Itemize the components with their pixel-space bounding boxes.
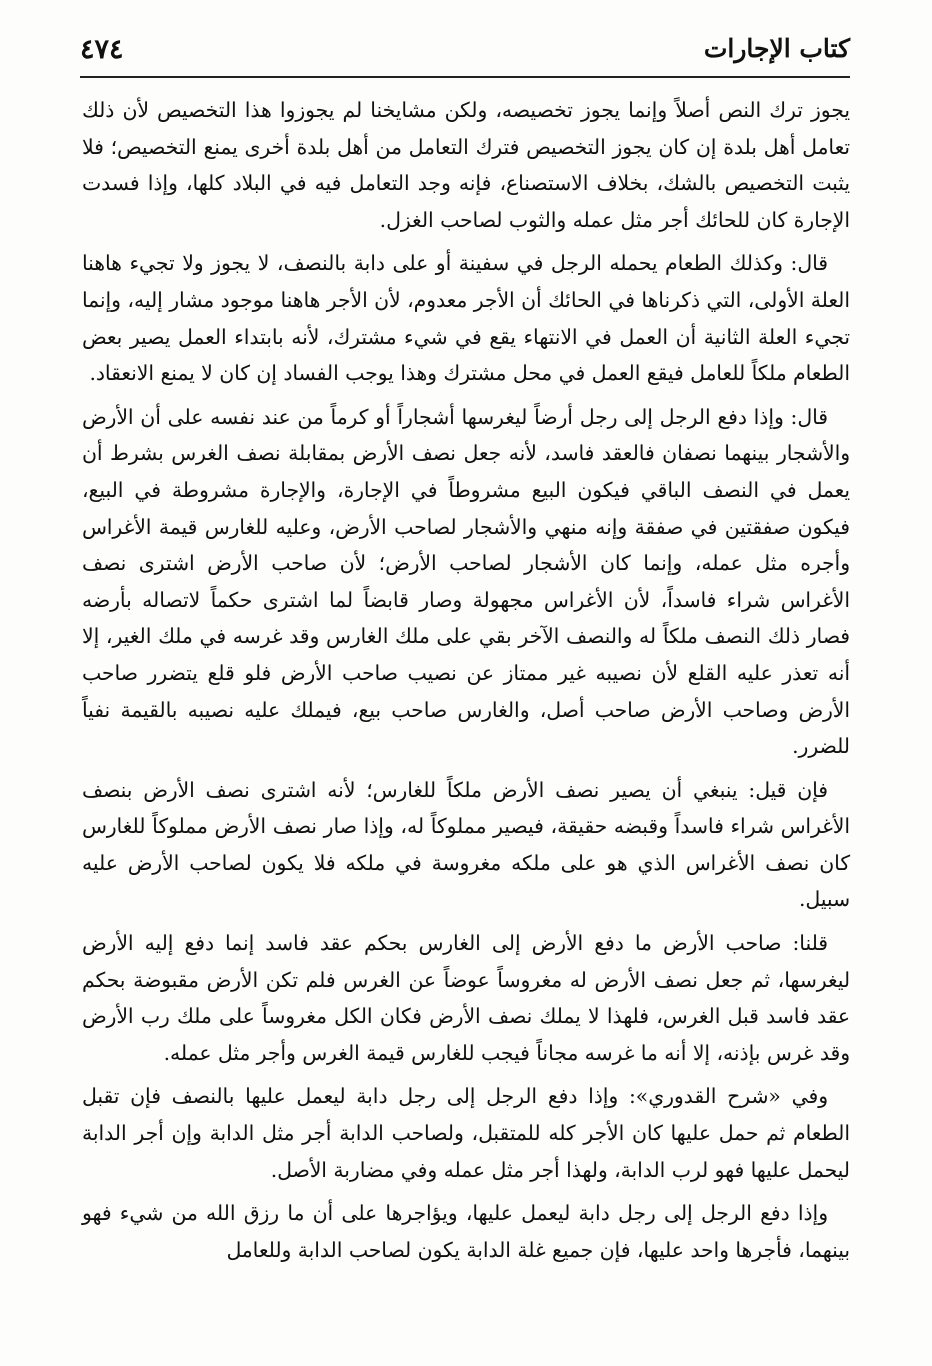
page-number: ٤٧٤: [80, 34, 124, 65]
paragraph: يجوز ترك النص أصلاً وإنما يجوز تخصيصه، ولكن مشايخنا لم يجوزوا هذا التخصيص لأن ذلك تعامل أهل بلدة إن كان يجوز التخصيص فترك التعامل من أهل بلدة أخرى يمنع التخصيص؛ فلا يثبت التخصيص بالشك، بخلاف الاستصناع، فإنه وجد التعامل فيه في البلاد كلها، وإذا فسدت الإجارة كان للحائك أجر مثل عمله والثوب لصاحب الغزل.: [82, 98, 850, 232]
paragraph: وفي «شرح القدوري»: وإذا دفع الرجل إلى رجل دابة ليعمل عليها بالنصف فإن تقبل الطعام ثم حمل عليها كان الأجر كله للمتقبل، ولصاحب الدابة أجر مثل الدابة وإن أجر الدابة ليحمل عليها فهو لرب الدابة، ولهذا أجر مثل عمله وفي مضاربة الأصل.: [82, 1084, 850, 1182]
paragraph: قلنا: صاحب الأرض ما دفع الأرض إلى الغارس بحكم عقد فاسد إنما دفع إليه الأرض ليغرسها، ثم جعل نصف الأرض له مغروساً عوضاً عن الغرس فلم تكن الأرض مقبوضة بحكم عقد فاسد قبل الغرس، فلهذا لا يملك نصف الأرض فكان الكل مغروساً على ملك رب الأرض وقد غرس بإذنه، إلا أنه ما غرسه مجاناً فيجب للغارس قيمة الغرس وأجر مثل عمله.: [82, 931, 850, 1065]
body-text: [82, 92, 850, 1275]
paragraph: قال: وكذلك الطعام يحمله الرجل في سفينة أو على دابة بالنصف، لا يجوز ولا تجيء هاهنا العلة الأولى، التي ذكرناها في الحائك أن الأجر معدوم، لأن الأجر هاهنا موجود مشار إليه، وإنما تجيء العلة الثانية أن العمل في الانتهاء يقع في شيء مشترك، لأنه بابتداء العمل يصير بعض الطعام ملكاً للعامل فيقع العمل في محل مشترك وهذا يوجب الفساد إن كان لا يمنع الانعقاد.: [82, 251, 850, 386]
paragraph: فإن قيل: ينبغي أن يصير نصف الأرض ملكاً للغارس؛ لأنه اشترى نصف الأرض بنصف الأغراس شراء فاسداً وقبضه حقيقة، فيصير مملوكاً له، وإذا صار نصف الأرض مملوكاً للغارس كان نصف الأغراس الذي هو على ملكه مغروسة في ملكه فلا يكون لصاحب الأرض عليه سبيل.: [82, 777, 850, 912]
page-header: [80, 30, 850, 80]
paragraph: وإذا دفع الرجل إلى رجل دابة ليعمل عليها، ويؤاجرها على أن ما رزق الله من شيء فهو بينهما، فأجرها واحد عليها، فإن جميع غلة الدابة يكون لصاحب الدابة وللعامل: [82, 1201, 850, 1262]
header-rule: [80, 76, 850, 78]
running-title: كتاب الإجارات: [703, 34, 850, 63]
paragraph: قال: وإذا دفع الرجل إلى رجل أرضاً ليغرسها أشجاراً أو كرماً من عند نفسه على أن الأرض والأشجار بينهما نصفان فالعقد فاسد، لأنه جعل نصف الأرض بمقابلة نصف الغرس بشرط أن يعمل في النصف الباقي فيكون البيع مشروطاً في الإجارة، والإجارة مشروطة في البيع، فيكون صفقتين في صفقة وإنه منهي والأشجار لصاحب الأرض، وعليه للغارس قيمة الأغراس وأجره مثل عمله، وإنما كان الأشجار لصاحب الأرض؛ لأن صاحب الأرض اشترى نصف الأغراس شراء فاسداً، لأن الأغراس مجهولة وصار قابضاً لما اشترى حكماً لاتصاله بأرضه فصار ذلك النصف ملكاً له والنصف الآخر بقي على ملك الغارس وقد غرسه في ملك الغير، إلا أنه تعذر عليه القلع لأن نصيبه غير ممتاز عن نصيب صاحب الأرض فلو قلع يتضرر صاحب الأرض وصاحب الأرض صاحب أصل، والغارس صاحب بيع، فيملك عليه نصيبه بالقيمة نفياً للضرر.: [82, 404, 850, 759]
